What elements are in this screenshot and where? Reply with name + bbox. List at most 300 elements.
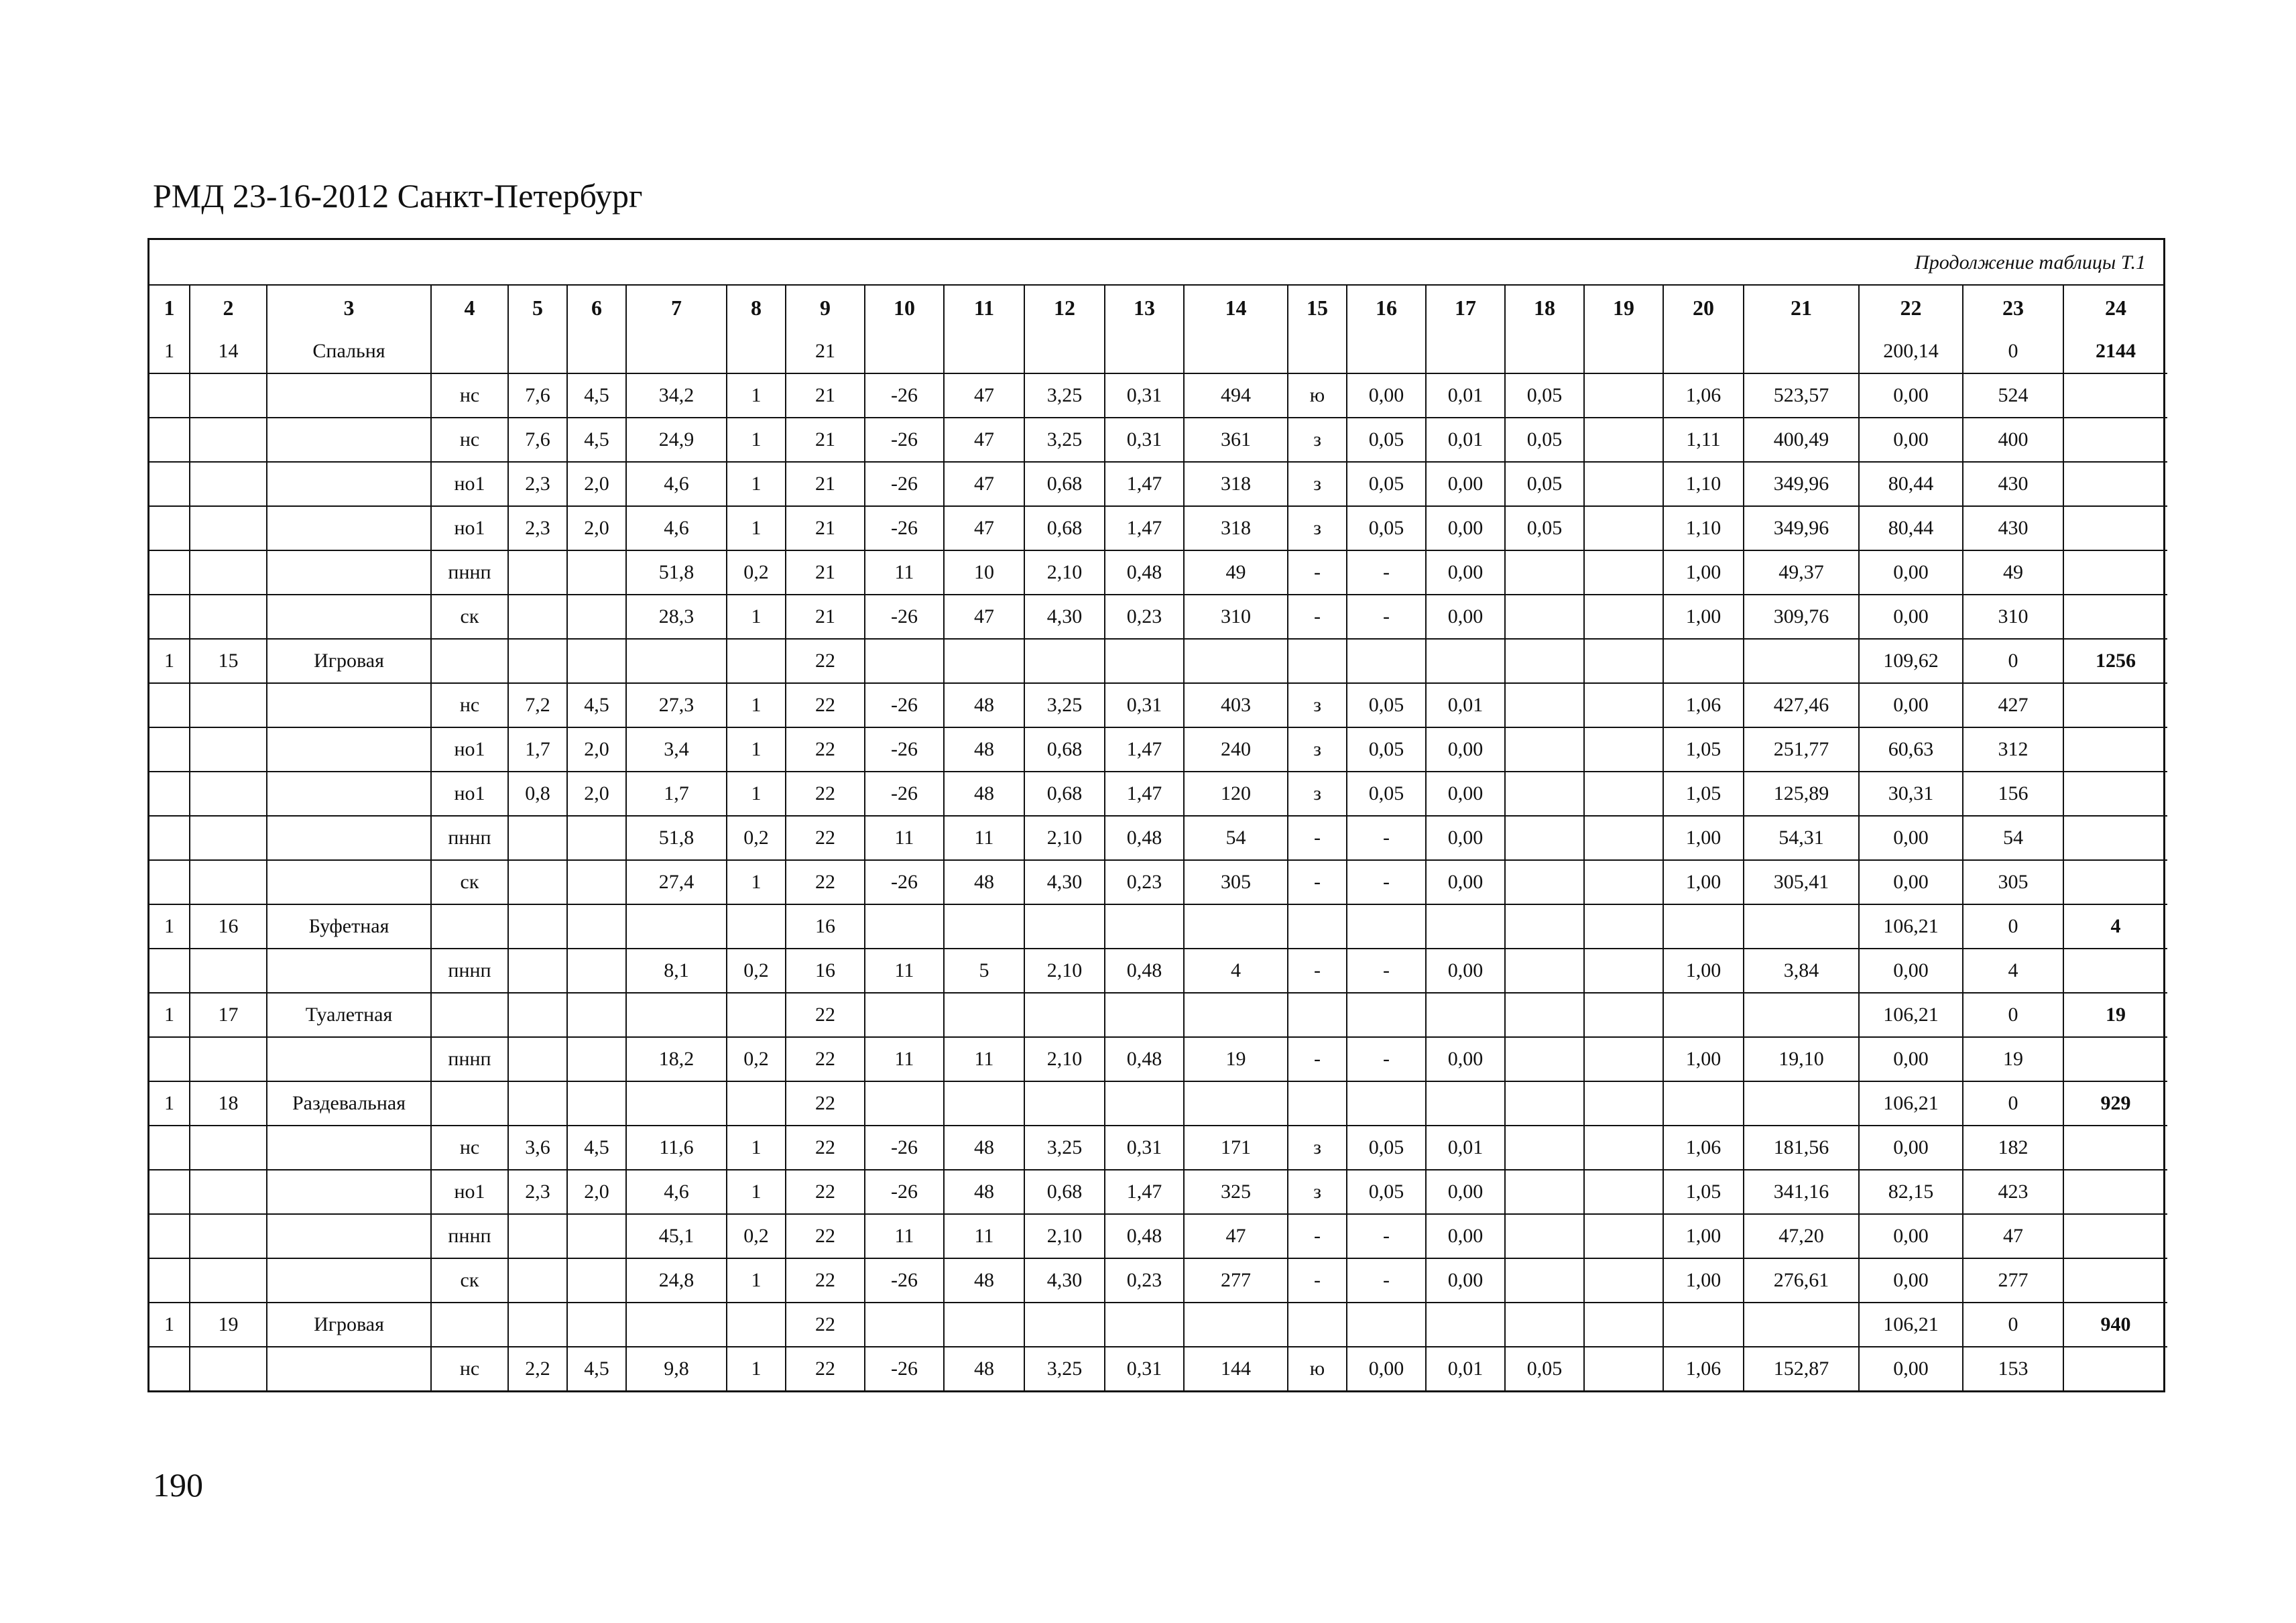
table-cell: 1	[727, 1347, 786, 1390]
table-cell: 2,2	[508, 1347, 567, 1390]
table-cell: 22	[786, 683, 865, 727]
table-cell: -26	[865, 506, 944, 550]
table-cell: 1	[727, 373, 786, 418]
table-cell: 4	[2063, 904, 2167, 949]
table-cell: 2,0	[567, 1170, 626, 1214]
table-cell: 17	[190, 993, 267, 1037]
table-cell	[1744, 330, 1859, 373]
table-cell: 251,77	[1744, 727, 1859, 772]
table-cell: 0,01	[1426, 373, 1505, 418]
table-cell: 0,31	[1105, 418, 1184, 462]
table-cell: 0,23	[1105, 595, 1184, 639]
table-cell	[944, 639, 1024, 683]
table-cell	[865, 639, 944, 683]
table-cell	[508, 550, 567, 595]
table-cell: 16	[786, 904, 865, 949]
table-cell	[567, 860, 626, 904]
table-cell: 1256	[2063, 639, 2167, 683]
table-cell: 48	[944, 1258, 1024, 1303]
table-cell	[267, 1126, 431, 1170]
table-cell: 0	[1963, 330, 2063, 373]
table-cell	[2063, 727, 2167, 772]
table-cell: 0,00	[1347, 373, 1426, 418]
table-cell	[1505, 550, 1584, 595]
table-cell: 0,00	[1859, 949, 1963, 993]
table-cell: -26	[865, 373, 944, 418]
table-cell	[1288, 904, 1347, 949]
table-cell	[190, 1214, 267, 1258]
table-cell: 22	[786, 1037, 865, 1081]
table-cell	[2063, 860, 2167, 904]
column-header: 7	[626, 286, 727, 330]
table-cell: 0,23	[1105, 1258, 1184, 1303]
table-cell	[1505, 595, 1584, 639]
table-cell	[1426, 1081, 1505, 1126]
table-cell	[1584, 506, 1663, 550]
table-cell: 0,00	[1859, 683, 1963, 727]
table-cell: 24,8	[626, 1258, 727, 1303]
table-cell	[1288, 330, 1347, 373]
table-cell	[1584, 1170, 1663, 1214]
table-cell: 47	[944, 418, 1024, 462]
table-cell	[149, 1170, 190, 1214]
table-cell	[431, 1303, 508, 1347]
table-cell: 21	[786, 330, 865, 373]
table-cell: 11	[865, 550, 944, 595]
table-cell: -	[1347, 860, 1426, 904]
table-cell: 11	[865, 816, 944, 860]
table-cell: 0	[1963, 1081, 2063, 1126]
table-cell: з	[1288, 772, 1347, 816]
table-cell	[1105, 904, 1184, 949]
table-cell	[1663, 330, 1744, 373]
table-cell: 309,76	[1744, 595, 1859, 639]
table-cell: ск	[431, 595, 508, 639]
table-cell	[149, 373, 190, 418]
table-cell: -	[1347, 816, 1426, 860]
table-cell: 4,5	[567, 418, 626, 462]
table-cell: пннп	[431, 550, 508, 595]
table-cell: 0,05	[1347, 772, 1426, 816]
table-cell: 106,21	[1859, 1081, 1963, 1126]
table-cell: -26	[865, 595, 944, 639]
table-cell	[1584, 550, 1663, 595]
table-cell: но1	[431, 1170, 508, 1214]
table-cell: нс	[431, 373, 508, 418]
table-cell: 47	[944, 506, 1024, 550]
table-cell: -26	[865, 418, 944, 462]
table-cell: 1	[727, 1170, 786, 1214]
table-cell: 22	[786, 772, 865, 816]
table-cell: 21	[786, 462, 865, 506]
table-cell: 171	[1184, 1126, 1288, 1170]
table-cell: 11	[865, 949, 944, 993]
table-cell: 11	[944, 1037, 1024, 1081]
table-cell	[508, 1214, 567, 1258]
table-cell: но1	[431, 772, 508, 816]
table-cell	[1584, 683, 1663, 727]
table-cell	[1105, 1081, 1184, 1126]
table-cell: з	[1288, 1126, 1347, 1170]
table-cell	[944, 330, 1024, 373]
table-cell	[1584, 418, 1663, 462]
table-cell: з	[1288, 1170, 1347, 1214]
table-cell: 0,2	[727, 1214, 786, 1258]
table-cell	[2063, 816, 2167, 860]
table-cell: 48	[944, 1126, 1024, 1170]
table-cell: 1,47	[1105, 1170, 1184, 1214]
table-cell: 3,84	[1744, 949, 1859, 993]
table-cell: 21	[786, 418, 865, 462]
table-cell	[149, 1037, 190, 1081]
table-cell	[2063, 373, 2167, 418]
table-cell	[1505, 1214, 1584, 1258]
table-cell: 22	[786, 860, 865, 904]
table-cell: 940	[2063, 1303, 2167, 1347]
table-cell: 0	[1963, 904, 2063, 949]
table-cell	[1584, 772, 1663, 816]
table-cell: 48	[944, 1170, 1024, 1214]
table-cell: 0,31	[1105, 1347, 1184, 1390]
column-header: 6	[567, 286, 626, 330]
column-header: 23	[1963, 286, 2063, 330]
table-cell	[2063, 1126, 2167, 1170]
column-header: 5	[508, 286, 567, 330]
table-cell: 0,00	[1426, 595, 1505, 639]
table-cell: -26	[865, 727, 944, 772]
table-cell	[508, 860, 567, 904]
table-cell	[1105, 330, 1184, 373]
table-cell: -26	[865, 772, 944, 816]
table-cell	[1584, 373, 1663, 418]
table-cell: -26	[865, 1126, 944, 1170]
table-cell: пннп	[431, 1214, 508, 1258]
table-cell	[1584, 1081, 1663, 1126]
table-cell	[508, 1081, 567, 1126]
table-cell: 82,15	[1859, 1170, 1963, 1214]
table-cell	[508, 904, 567, 949]
table-cell	[1584, 949, 1663, 993]
table-cell: 1,00	[1663, 1258, 1744, 1303]
table-cell	[626, 639, 727, 683]
table-cell: Игровая	[267, 639, 431, 683]
table-cell: 15	[190, 639, 267, 683]
table-cell: 11	[865, 1037, 944, 1081]
table-cell: 0,2	[727, 550, 786, 595]
table-cell: 19,10	[1744, 1037, 1859, 1081]
table-cell	[1288, 639, 1347, 683]
table-cell	[508, 639, 567, 683]
table-cell: 1,00	[1663, 595, 1744, 639]
table-cell	[267, 1214, 431, 1258]
table-cell: 0,00	[1426, 1258, 1505, 1303]
table-cell: 47	[944, 462, 1024, 506]
table-cell: 80,44	[1859, 462, 1963, 506]
table-cell: но1	[431, 506, 508, 550]
table-cell: -	[1288, 550, 1347, 595]
table-cell: 0,00	[1859, 373, 1963, 418]
table-cell	[2063, 949, 2167, 993]
table-cell: з	[1288, 683, 1347, 727]
table-cell: 312	[1963, 727, 2063, 772]
table-cell: 3,25	[1024, 418, 1105, 462]
table-cell: 1,7	[508, 727, 567, 772]
table-cell: нс	[431, 1347, 508, 1390]
table-cell: 200,14	[1859, 330, 1963, 373]
table-row	[149, 550, 2167, 595]
table-cell	[2063, 683, 2167, 727]
table-cell: 30,31	[1859, 772, 1963, 816]
table-cell	[149, 462, 190, 506]
table-cell: 27,4	[626, 860, 727, 904]
table-cell	[727, 904, 786, 949]
table-cell: 0,00	[1426, 1214, 1505, 1258]
table-cell: 47	[944, 373, 1024, 418]
table-cell	[1584, 1037, 1663, 1081]
table-cell: -	[1347, 550, 1426, 595]
table-cell: 120	[1184, 772, 1288, 816]
table-cell	[190, 683, 267, 727]
table-cell: 0,00	[1426, 772, 1505, 816]
table-cell	[1184, 639, 1288, 683]
table-cell: 2,3	[508, 462, 567, 506]
table-cell	[1505, 1258, 1584, 1303]
table-cell: 22	[786, 1347, 865, 1390]
table-cell	[1744, 639, 1859, 683]
table-cell: 2,10	[1024, 1037, 1105, 1081]
table-cell	[190, 373, 267, 418]
table-cell	[1024, 330, 1105, 373]
table-cell: 4,6	[626, 506, 727, 550]
table-cell: 305,41	[1744, 860, 1859, 904]
table-cell	[267, 727, 431, 772]
table-cell: 24,9	[626, 418, 727, 462]
page-number: 190	[153, 1466, 203, 1504]
table-cell: 1,05	[1663, 772, 1744, 816]
table-cell: 1	[727, 1126, 786, 1170]
table-cell	[567, 1214, 626, 1258]
table-cell: 1	[149, 1303, 190, 1347]
table-cell: 1	[727, 727, 786, 772]
table-cell	[1426, 639, 1505, 683]
table-cell: 0,05	[1347, 1170, 1426, 1214]
table-cell: 1	[727, 595, 786, 639]
table-cell: 22	[786, 1126, 865, 1170]
table-cell	[1288, 1303, 1347, 1347]
table-cell: 0,68	[1024, 1170, 1105, 1214]
table-cell: 0,00	[1859, 550, 1963, 595]
table-cell	[190, 1258, 267, 1303]
table-cell	[1584, 860, 1663, 904]
table-row	[149, 683, 2167, 727]
table-cell: 4,6	[626, 462, 727, 506]
table-cell: 3,25	[1024, 683, 1105, 727]
table-cell: 1	[727, 506, 786, 550]
table-cell: 54,31	[1744, 816, 1859, 860]
table-cell: 48	[944, 860, 1024, 904]
table-cell: 3,6	[508, 1126, 567, 1170]
table-cell: 523,57	[1744, 373, 1859, 418]
table-cell	[508, 1303, 567, 1347]
table-cell: 0,00	[1426, 1170, 1505, 1214]
table-cell	[1663, 1081, 1744, 1126]
table-cell: 4,30	[1024, 595, 1105, 639]
table-cell: 4,5	[567, 373, 626, 418]
table-cell	[267, 373, 431, 418]
table-cell: 0,00	[1859, 860, 1963, 904]
table-cell	[267, 550, 431, 595]
table-cell: нс	[431, 1126, 508, 1170]
table-row	[149, 727, 2167, 772]
table-cell: 277	[1963, 1258, 2063, 1303]
table-cell: 0,05	[1347, 727, 1426, 772]
table-cell	[1505, 860, 1584, 904]
table-cell: 0,05	[1347, 462, 1426, 506]
table-cell: 2,10	[1024, 949, 1105, 993]
table-row	[149, 373, 2167, 418]
table-cell: 22	[786, 816, 865, 860]
table-cell: 0,05	[1347, 1126, 1426, 1170]
table-cell: 0,8	[508, 772, 567, 816]
table-cell: 0,00	[1859, 1126, 1963, 1170]
table-cell	[190, 949, 267, 993]
table-cell: 3,25	[1024, 373, 1105, 418]
table-cell: 305	[1184, 860, 1288, 904]
table-cell	[508, 816, 567, 860]
table-cell: 1,10	[1663, 462, 1744, 506]
table-cell: 0,05	[1505, 462, 1584, 506]
column-header: 8	[727, 286, 786, 330]
table-cell: 8,1	[626, 949, 727, 993]
table-cell: 60,63	[1859, 727, 1963, 772]
table-cell	[190, 462, 267, 506]
table-cell: 4,5	[567, 1126, 626, 1170]
table-cell: 0,31	[1105, 373, 1184, 418]
table-cell	[1184, 330, 1288, 373]
table-cell	[1744, 993, 1859, 1037]
table-cell: 16	[786, 949, 865, 993]
table-cell	[944, 1303, 1024, 1347]
table-cell	[944, 993, 1024, 1037]
table-cell: 1,7	[626, 772, 727, 816]
column-header: 19	[1584, 286, 1663, 330]
table-cell	[2063, 1037, 2167, 1081]
table-cell: 0,05	[1505, 373, 1584, 418]
column-header: 13	[1105, 286, 1184, 330]
table-cell: 109,62	[1859, 639, 1963, 683]
table-cell: 34,2	[626, 373, 727, 418]
data-table	[149, 286, 2167, 1390]
table-cell: -	[1288, 860, 1347, 904]
table-cell	[1347, 1081, 1426, 1126]
table-cell: 19	[190, 1303, 267, 1347]
table-cell	[1505, 1303, 1584, 1347]
table-cell: 10	[944, 550, 1024, 595]
table-cell: 0,00	[1426, 462, 1505, 506]
table-row	[149, 1214, 2167, 1258]
table-cell: 80,44	[1859, 506, 1963, 550]
table-cell	[865, 1303, 944, 1347]
table-cell: 1	[727, 462, 786, 506]
table-cell: 21	[786, 595, 865, 639]
table-cell: 18,2	[626, 1037, 727, 1081]
table-cell: 1,05	[1663, 727, 1744, 772]
table-cell	[1024, 639, 1105, 683]
table-cell: 400,49	[1744, 418, 1859, 462]
table-cell: 325	[1184, 1170, 1288, 1214]
table-cell: 305	[1963, 860, 2063, 904]
table-cell: ю	[1288, 373, 1347, 418]
table-cell	[1505, 330, 1584, 373]
table-cell: 21	[786, 373, 865, 418]
table-cell	[431, 1081, 508, 1126]
table-cell	[190, 816, 267, 860]
table-cell: 0,48	[1105, 949, 1184, 993]
table-cell	[149, 1347, 190, 1390]
table-cell: 2,10	[1024, 1214, 1105, 1258]
table-cell: 4,6	[626, 1170, 727, 1214]
table-cell	[1505, 639, 1584, 683]
table-cell: 0,01	[1426, 683, 1505, 727]
table-cell	[1505, 772, 1584, 816]
table-cell	[267, 462, 431, 506]
table-cell: 22	[786, 1170, 865, 1214]
table-cell: 929	[2063, 1081, 2167, 1126]
table-cell: 16	[190, 904, 267, 949]
table-cell: 11	[944, 816, 1024, 860]
table-cell: 1	[149, 330, 190, 373]
table-cell	[1505, 993, 1584, 1037]
table-cell	[508, 1037, 567, 1081]
table-cell	[1105, 993, 1184, 1037]
table-cell: 49	[1963, 550, 2063, 595]
table-cell	[1505, 1037, 1584, 1081]
table-cell	[865, 993, 944, 1037]
table-cell: 240	[1184, 727, 1288, 772]
table-cell: Спальня	[267, 330, 431, 373]
table-cell: 48	[944, 772, 1024, 816]
table-cell	[727, 330, 786, 373]
table-cell: 1	[727, 860, 786, 904]
table-cell: нс	[431, 418, 508, 462]
table-cell: 21	[786, 506, 865, 550]
table-cell: пннп	[431, 1037, 508, 1081]
table-cell	[1584, 816, 1663, 860]
table-cell: 106,21	[1859, 904, 1963, 949]
table-row	[149, 1258, 2167, 1303]
table-cell: 0,00	[1347, 1347, 1426, 1390]
table-row	[149, 816, 2167, 860]
table-cell: 0,68	[1024, 727, 1105, 772]
table-cell: 349,96	[1744, 506, 1859, 550]
table-cell	[1024, 1303, 1105, 1347]
table-cell	[190, 1347, 267, 1390]
table-cell	[149, 727, 190, 772]
table-cell	[727, 1081, 786, 1126]
table-cell: 0,01	[1426, 1126, 1505, 1170]
table-cell: 0,68	[1024, 772, 1105, 816]
table-cell: 0,48	[1105, 1214, 1184, 1258]
table-cell	[267, 860, 431, 904]
table-cell: 1,47	[1105, 772, 1184, 816]
table-cell	[1584, 1214, 1663, 1258]
table-cell: пннп	[431, 949, 508, 993]
table-cell: 403	[1184, 683, 1288, 727]
column-header: 15	[1288, 286, 1347, 330]
table-cell: 4,30	[1024, 860, 1105, 904]
table-cell: 22	[786, 1081, 865, 1126]
table-cell	[1505, 727, 1584, 772]
